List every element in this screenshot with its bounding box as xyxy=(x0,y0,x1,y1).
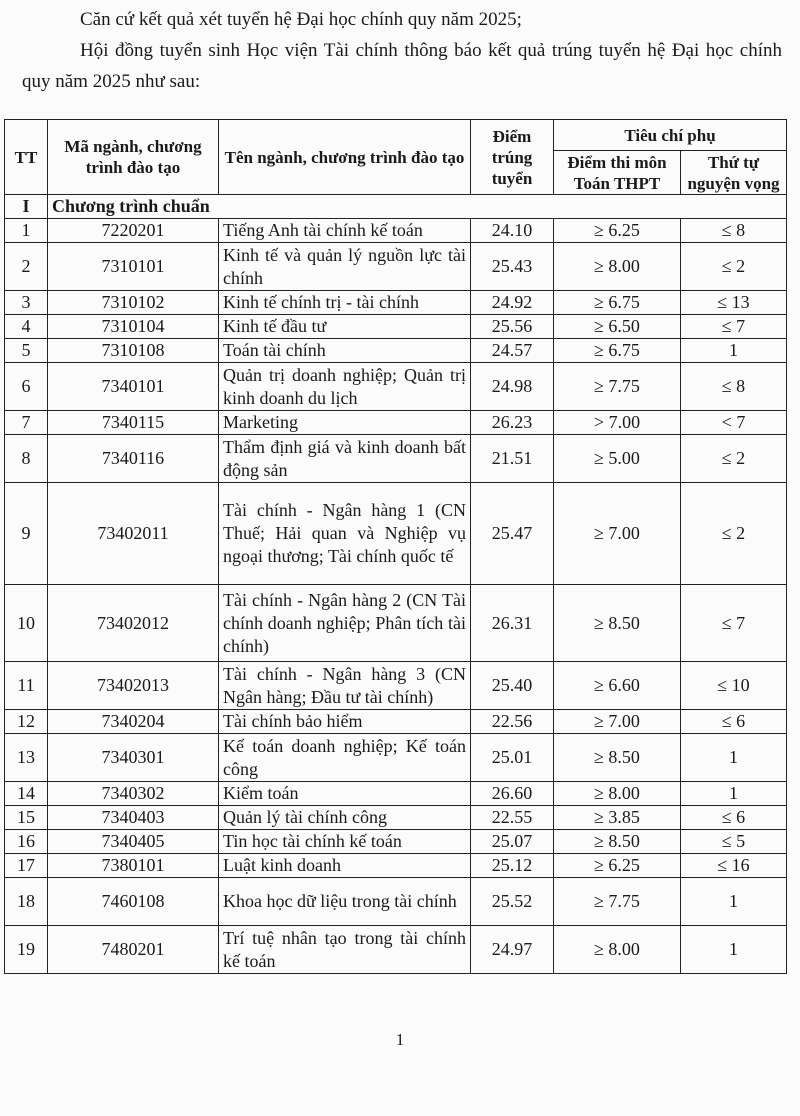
admission-score: 24.57 xyxy=(471,339,554,363)
row-number: 15 xyxy=(5,806,48,830)
program-code: 7220201 xyxy=(48,219,219,243)
row-number: 19 xyxy=(5,926,48,974)
row-number: 11 xyxy=(5,662,48,710)
program-code: 7460108 xyxy=(48,878,219,926)
wish-order-criterion: ≤ 2 xyxy=(681,243,787,291)
program-code: 7480201 xyxy=(48,926,219,974)
program-name: Kế toán doanh nghiệp; Kế toán công xyxy=(219,734,471,782)
row-number: 9 xyxy=(5,483,48,585)
wish-order-criterion: 1 xyxy=(681,926,787,974)
header-tt: TT xyxy=(5,120,48,195)
program-name: Khoa học dữ liệu trong tài chính xyxy=(219,878,471,926)
table-row xyxy=(5,662,787,710)
program-code: 7340302 xyxy=(48,782,219,806)
admission-score: 21.51 xyxy=(471,435,554,483)
math-score-criterion: ≥ 8.50 xyxy=(554,734,681,782)
admission-score: 25.52 xyxy=(471,878,554,926)
admission-score: 25.43 xyxy=(471,243,554,291)
program-code: 7310104 xyxy=(48,315,219,339)
header-score: Điểm trúng tuyển xyxy=(471,120,554,195)
row-number: 8 xyxy=(5,435,48,483)
program-code: 73402012 xyxy=(48,585,219,662)
header-code: Mã ngành, chương trình đào tạo xyxy=(48,120,219,195)
math-score-criterion: ≥ 8.50 xyxy=(554,830,681,854)
row-number: 10 xyxy=(5,585,48,662)
wish-order-criterion: 1 xyxy=(681,339,787,363)
program-code: 7310102 xyxy=(48,291,219,315)
admission-score: 25.40 xyxy=(471,662,554,710)
math-score-criterion: ≥ 3.85 xyxy=(554,806,681,830)
table-row xyxy=(5,483,787,585)
wish-order-criterion: 1 xyxy=(681,782,787,806)
section-number: I xyxy=(5,195,48,219)
program-name: Kinh tế đầu tư xyxy=(219,315,471,339)
table-row xyxy=(5,878,787,926)
program-code: 7340403 xyxy=(48,806,219,830)
math-score-criterion: ≥ 6.50 xyxy=(554,315,681,339)
admission-score: 26.23 xyxy=(471,411,554,435)
table-row xyxy=(5,411,787,435)
wish-order-criterion: ≤ 2 xyxy=(681,435,787,483)
header-math-score: Điểm thi môn Toán THPT xyxy=(554,151,681,195)
program-name: Thẩm định giá và kinh doanh bất động sản xyxy=(219,435,471,483)
row-number: 13 xyxy=(5,734,48,782)
intro-line-1: Căn cứ kết quả xét tuyển hệ Đại học chính quy năm 2025; xyxy=(80,9,522,30)
program-code: 73402011 xyxy=(48,483,219,585)
header-wish-order: Thứ tự nguyện vọng xyxy=(681,151,787,195)
intro-text xyxy=(22,4,782,97)
program-code: 73402013 xyxy=(48,662,219,710)
wish-order-criterion: ≤ 6 xyxy=(681,806,787,830)
admission-score: 25.07 xyxy=(471,830,554,854)
table-row xyxy=(5,339,787,363)
math-score-criterion: ≥ 7.00 xyxy=(554,483,681,585)
table-row xyxy=(5,363,787,411)
program-name: Luật kinh doanh xyxy=(219,854,471,878)
wish-order-criterion: ≤ 7 xyxy=(681,585,787,662)
row-number: 4 xyxy=(5,315,48,339)
admission-score: 24.92 xyxy=(471,291,554,315)
intro-line-2: Hội đồng tuyển sinh Học viện Tài chính thông báo kết quả trúng tuyển hệ Đại học chính quy năm 2025 như sau: xyxy=(22,40,782,92)
program-name: Tài chính - Ngân hàng 2 (CN Tài chính doanh nghiệp; Phân tích tài chính) xyxy=(219,585,471,662)
math-score-criterion: ≥ 8.00 xyxy=(554,243,681,291)
section-label: Chương trình chuẩn xyxy=(48,195,787,219)
admission-score: 25.01 xyxy=(471,734,554,782)
table-row xyxy=(5,926,787,974)
math-score-criterion: ≥ 6.75 xyxy=(554,339,681,363)
row-number: 2 xyxy=(5,243,48,291)
wish-order-criterion: ≤ 7 xyxy=(681,315,787,339)
row-number: 12 xyxy=(5,710,48,734)
program-name: Toán tài chính xyxy=(219,339,471,363)
admission-score: 24.98 xyxy=(471,363,554,411)
wish-order-criterion: 1 xyxy=(681,734,787,782)
admission-score: 25.12 xyxy=(471,854,554,878)
wish-order-criterion: ≤ 6 xyxy=(681,710,787,734)
admission-score: 22.56 xyxy=(471,710,554,734)
row-number: 3 xyxy=(5,291,48,315)
row-number: 17 xyxy=(5,854,48,878)
row-number: 5 xyxy=(5,339,48,363)
program-name: Quản trị doanh nghiệp; Quản trị kinh doanh du lịch xyxy=(219,363,471,411)
program-name: Tin học tài chính kế toán xyxy=(219,830,471,854)
admission-score: 24.10 xyxy=(471,219,554,243)
math-score-criterion: ≥ 7.75 xyxy=(554,363,681,411)
table-row xyxy=(5,435,787,483)
header-name: Tên ngành, chương trình đào tạo xyxy=(219,120,471,195)
table-row xyxy=(5,806,787,830)
program-code: 7340204 xyxy=(48,710,219,734)
section-row xyxy=(5,195,787,219)
math-score-criterion: ≥ 7.75 xyxy=(554,878,681,926)
math-score-criterion: ≥ 5.00 xyxy=(554,435,681,483)
program-code: 7340405 xyxy=(48,830,219,854)
row-number: 16 xyxy=(5,830,48,854)
table-row xyxy=(5,315,787,339)
program-code: 7380101 xyxy=(48,854,219,878)
wish-order-criterion: ≤ 8 xyxy=(681,363,787,411)
page-number: 1 xyxy=(395,1030,405,1049)
program-name: Quản lý tài chính công xyxy=(219,806,471,830)
admission-score: 25.47 xyxy=(471,483,554,585)
row-number: 18 xyxy=(5,878,48,926)
admission-results-table xyxy=(4,119,787,974)
table-row xyxy=(5,734,787,782)
math-score-criterion: ≥ 6.25 xyxy=(554,219,681,243)
program-code: 7340101 xyxy=(48,363,219,411)
program-name: Tài chính - Ngân hàng 1 (CN Thuế; Hải quan và Nghiệp vụ ngoại thương; Tài chính quốc tế xyxy=(219,483,471,585)
wish-order-criterion: ≤ 10 xyxy=(681,662,787,710)
program-code: 7340301 xyxy=(48,734,219,782)
row-number: 14 xyxy=(5,782,48,806)
program-name: Marketing xyxy=(219,411,471,435)
admission-score: 26.60 xyxy=(471,782,554,806)
admission-score: 25.56 xyxy=(471,315,554,339)
program-code: 7340116 xyxy=(48,435,219,483)
math-score-criterion: ≥ 8.00 xyxy=(554,782,681,806)
program-name: Kinh tế chính trị - tài chính xyxy=(219,291,471,315)
admission-score: 22.55 xyxy=(471,806,554,830)
wish-order-criterion: ≤ 16 xyxy=(681,854,787,878)
math-score-criterion: ≥ 7.00 xyxy=(554,710,681,734)
program-name: Kinh tế và quản lý nguồn lực tài chính xyxy=(219,243,471,291)
header-criteria: Tiêu chí phụ xyxy=(554,120,787,151)
table-row xyxy=(5,585,787,662)
math-score-criterion: ≥ 8.00 xyxy=(554,926,681,974)
program-name: Kiểm toán xyxy=(219,782,471,806)
program-code: 7310108 xyxy=(48,339,219,363)
table-row xyxy=(5,291,787,315)
table-row xyxy=(5,243,787,291)
program-name: Trí tuệ nhân tạo trong tài chính kế toán xyxy=(219,926,471,974)
wish-order-criterion: ≤ 13 xyxy=(681,291,787,315)
table-row xyxy=(5,854,787,878)
wish-order-criterion: ≤ 5 xyxy=(681,830,787,854)
table-row xyxy=(5,219,787,243)
program-name: Tài chính - Ngân hàng 3 (CN Ngân hàng; Đầu tư tài chính) xyxy=(219,662,471,710)
math-score-criterion: ≥ 6.60 xyxy=(554,662,681,710)
wish-order-criterion: ≤ 2 xyxy=(681,483,787,585)
admission-score: 26.31 xyxy=(471,585,554,662)
row-number: 1 xyxy=(5,219,48,243)
math-score-criterion: ≥ 8.50 xyxy=(554,585,681,662)
program-name: Tài chính bảo hiểm xyxy=(219,710,471,734)
row-number: 6 xyxy=(5,363,48,411)
table-row xyxy=(5,782,787,806)
program-code: 7310101 xyxy=(48,243,219,291)
table-row xyxy=(5,710,787,734)
wish-order-criterion: ≤ 8 xyxy=(681,219,787,243)
math-score-criterion: > 7.00 xyxy=(554,411,681,435)
admission-score: 24.97 xyxy=(471,926,554,974)
program-name: Tiếng Anh tài chính kế toán xyxy=(219,219,471,243)
wish-order-criterion: < 7 xyxy=(681,411,787,435)
row-number: 7 xyxy=(5,411,48,435)
math-score-criterion: ≥ 6.25 xyxy=(554,854,681,878)
math-score-criterion: ≥ 6.75 xyxy=(554,291,681,315)
wish-order-criterion: 1 xyxy=(681,878,787,926)
program-code: 7340115 xyxy=(48,411,219,435)
table-row xyxy=(5,830,787,854)
